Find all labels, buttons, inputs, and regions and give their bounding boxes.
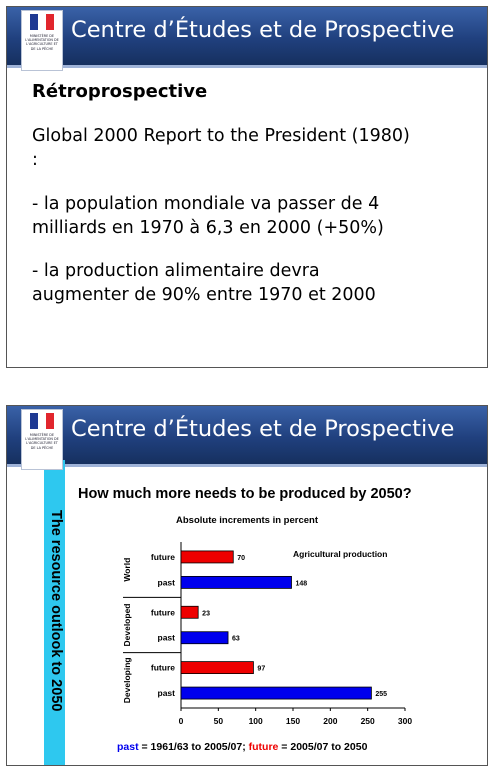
past-bar xyxy=(181,632,228,644)
report-colon: : xyxy=(32,150,38,170)
bar-value-label: 23 xyxy=(202,610,210,618)
x-tick-label: 300 xyxy=(397,716,413,726)
ministry-logo xyxy=(21,409,63,470)
french-flag-icon xyxy=(30,14,54,30)
bar-value-label: 148 xyxy=(295,580,308,588)
production-bar-chart xyxy=(121,538,421,738)
chart-annotation: Agricultural production xyxy=(293,549,388,559)
footnote-future-label: future xyxy=(248,741,279,753)
logo-caption: MINISTÈRE DE L'ALIMENTATION DE L'AGRICULTURE ET DE LA PÊCHE xyxy=(25,34,59,51)
chart-footnote xyxy=(117,741,367,753)
x-tick-label: 100 xyxy=(248,716,263,726)
chart-title: Absolute increments in percent xyxy=(176,515,319,526)
slide-question: How much more needs to be produced by 2050? xyxy=(78,486,412,502)
slide-heading: Rétroprospective xyxy=(32,81,208,102)
bar-category-label: future xyxy=(150,551,175,562)
bar-value-label: 63 xyxy=(232,635,240,643)
x-tick-label: 200 xyxy=(323,716,338,726)
bar-value-label: 97 xyxy=(257,665,266,673)
bullet-population-1: - la population mondiale va passer de 4 xyxy=(32,194,380,214)
footnote-future-def: = 2005/07 to 2050 xyxy=(278,741,368,753)
bullet-population-2: milliards en 1970 à 6,3 en 2000 (+50%) xyxy=(32,218,384,238)
logo-caption: MINISTÈRE DE L'ALIMENTATION DE L'AGRICULTURE ET DE LA PÊCHE xyxy=(25,433,59,450)
slide-2 xyxy=(6,405,488,766)
future-bar xyxy=(181,606,198,618)
footnote-past-label: past xyxy=(117,741,139,753)
sidebar-title: The resource outlook to 2050 xyxy=(48,510,64,712)
future-bar xyxy=(181,662,253,674)
bar-category-label: past xyxy=(157,688,175,699)
sidebar-band xyxy=(44,460,65,765)
past-bar xyxy=(181,687,371,699)
bullet-food-1: - la production alimentaire devra xyxy=(32,261,320,281)
banner-divider xyxy=(7,464,487,467)
ministry-logo xyxy=(21,10,63,71)
bar-value-label: 255 xyxy=(375,691,388,699)
x-tick-label: 150 xyxy=(285,716,301,726)
past-bar xyxy=(181,576,292,588)
group-label: Developing xyxy=(122,657,132,704)
banner-title: Centre d’Études et de Prospective xyxy=(71,17,455,43)
bullet-food-2: augmenter de 90% entre 1970 et 2000 xyxy=(32,285,376,305)
banner-title: Centre d’Études et de Prospective xyxy=(71,416,455,442)
group-label: World xyxy=(122,557,132,582)
banner-divider xyxy=(7,65,487,68)
x-tick-label: 250 xyxy=(360,716,375,726)
bar-category-label: future xyxy=(150,607,175,618)
x-tick-label: 50 xyxy=(213,716,224,726)
x-tick-label: 0 xyxy=(178,716,184,726)
bar-category-label: past xyxy=(157,577,175,588)
group-label: Developed xyxy=(122,603,132,647)
bar-category-label: past xyxy=(157,632,175,643)
slide-1 xyxy=(6,6,488,368)
bar-category-label: future xyxy=(150,662,175,673)
french-flag-icon xyxy=(30,413,54,429)
footnote-past-def: = 1961/63 to 2005/07; xyxy=(138,741,249,753)
bar-value-label: 70 xyxy=(237,554,246,562)
future-bar xyxy=(181,551,233,563)
report-line: Global 2000 Report to the President (1980) xyxy=(32,126,410,146)
